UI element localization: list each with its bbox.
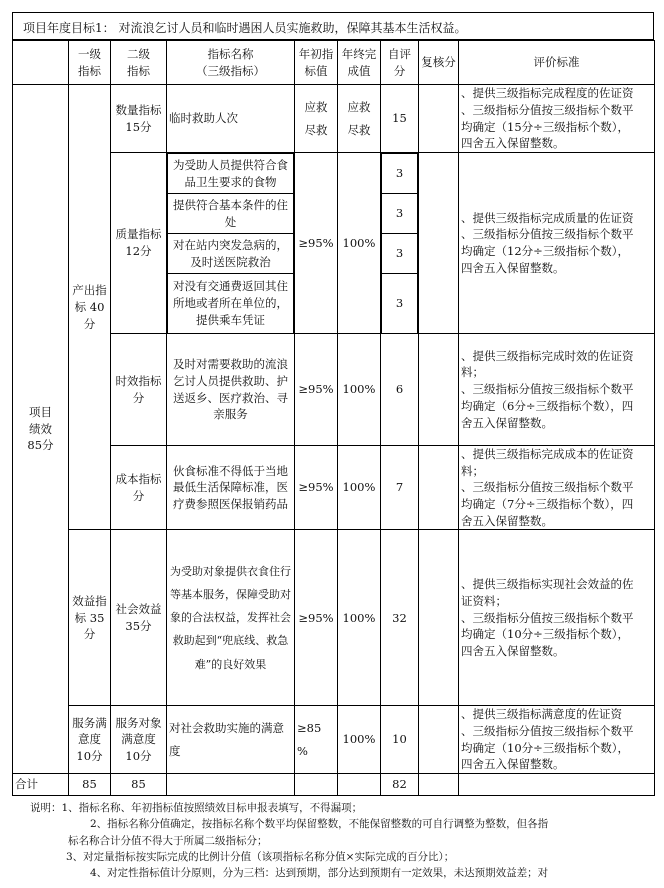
satisf-start: ≥85 % [295, 706, 338, 774]
total-lvl2: 85 [111, 774, 167, 796]
note-1: 说明：1、指标名称、年初指标值按照绩效目标申报表填写，不得漏项； [30, 802, 363, 814]
quality-name-3: 对在站内突发急病的，及时送医院救治 [168, 234, 294, 274]
project-performance-cell: 项目 绩效 85分 [13, 85, 69, 774]
satisf-criteria: 、提供三级指标满意度的佐证资 、三级指标分值按三级指标个数平 均确定（10分÷三级指标个数）， 四舍五入保留整数。 [459, 706, 655, 774]
cost-score: 7 [381, 446, 419, 530]
header-start: 年初指 标值 [295, 41, 338, 85]
qty-review [419, 85, 459, 153]
header-self: 自评分 [381, 41, 419, 85]
cost-lvl2: 成本指标 分 [111, 446, 167, 530]
social-start: ≥95% [295, 530, 338, 706]
note-4: 4、对定性指标值计分原则，分为三档：达到预期，部分达到预期有一定效果，未达预期效益差；对 [90, 867, 549, 880]
satisf-score: 10 [381, 706, 419, 774]
header-blank [13, 41, 69, 85]
time-end: 100% [338, 334, 381, 446]
note-3: 3、对定量指标按实际完成的比例计分值（该项指标名称分值×实际完成的百分比）； [66, 850, 455, 863]
total-blank-2 [295, 774, 338, 796]
row-total [13, 774, 655, 796]
quality-criteria: 、提供三级指标完成质量的佐证资 、三级指标分值按三级指标个数平 均确定（12分÷三级指标个数）， 四舍五入保留整数。 [459, 153, 655, 334]
social-end: 100% [338, 530, 381, 706]
qty-name: 临时救助人次 [167, 85, 295, 153]
cost-criteria: 、提供三级指标完成成本的佐证资 料； 、三级指标分值按三级指标个数平 均确定（7分÷三级指标个数），四 舍五入保留整数。 [459, 446, 655, 530]
header-name: 指标名称 （三级指标） [167, 41, 295, 85]
social-lvl2: 社会效益 35分 [111, 530, 167, 706]
satisf-end: 100% [338, 706, 381, 774]
header-row [13, 41, 655, 85]
quality-name-4: 对没有交通费返回其住所地或者所在单位的，提供乘车凭证 [168, 274, 294, 333]
social-score: 32 [381, 530, 419, 706]
notes [30, 800, 650, 881]
row-social-benefit [13, 530, 655, 706]
note-2: 2、指标名称分值确定，按指标名称个数平均保留整数，不能保留整数的可自行调整为整数，但各指 [90, 818, 549, 831]
header-review: 复核分 [419, 41, 459, 85]
header-end: 年终完 成值 [338, 41, 381, 85]
total-score: 82 [381, 774, 419, 796]
qty-lvl2: 数量指标 15分 [111, 85, 167, 153]
total-label: 合计 [13, 774, 69, 796]
social-review [419, 530, 459, 706]
quality-score-2: 3 [382, 194, 418, 234]
cost-review [419, 446, 459, 530]
satisf-review [419, 706, 459, 774]
quality-score-4: 3 [382, 274, 418, 333]
cost-start: ≥95% [295, 446, 338, 530]
total-blank-4 [419, 774, 459, 796]
qty-end: 应救 尽救 [338, 85, 381, 153]
quality-scores [381, 153, 419, 334]
header-criteria: 评价标准 [459, 41, 655, 85]
satisf-lvl2: 服务对象 满意度 10分 [111, 706, 167, 774]
time-start: ≥95% [295, 334, 338, 446]
total-blank-1 [167, 774, 295, 796]
header-lvl2: 二级 指标 [111, 41, 167, 85]
total-lvl1: 85 [69, 774, 111, 796]
social-criteria: 、提供三级指标实现社会效益的佐 证资料； 、三级指标分值按三级指标个数平 均确定（10分÷三级指标个数）， 四舍五入保留整数。 [459, 530, 655, 706]
time-criteria: 、提供三级指标完成时效的佐证资 料； 、三级指标分值按三级指标个数平 均确定（6分÷三级指标个数），四 舍五入保留整数。 [459, 334, 655, 446]
cost-name: 伙食标准不得低于当地最低生活保障标准，医疗费参照医保报销药品 [167, 446, 295, 530]
quality-start: ≥95% [295, 153, 338, 334]
cost-end: 100% [338, 446, 381, 530]
total-blank-5 [459, 774, 655, 796]
qty-score: 15 [381, 85, 419, 153]
quality-name-2: 提供符合基本条件的住处 [168, 194, 294, 234]
benefit-indicator-cell: 效益指 标 35分 [69, 530, 111, 706]
quality-review [419, 153, 459, 334]
satisf-name: 对社会救助实施的满意度 [167, 706, 295, 774]
qty-start: 应救 尽救 [295, 85, 338, 153]
quality-score-1: 3 [382, 154, 418, 194]
performance-table [12, 40, 655, 796]
time-name: 及时对需要救助的流浪乞讨人员提供救助、护送返乡、医疗救治、寻亲服务 [167, 334, 295, 446]
quality-score-3: 3 [382, 234, 418, 274]
row-quantity [13, 85, 655, 153]
quality-end: 100% [338, 153, 381, 334]
time-score: 6 [381, 334, 419, 446]
quality-lvl2: 质量指标 12分 [111, 153, 167, 334]
row-satisfaction [13, 706, 655, 774]
header-lvl1: 一级 指标 [69, 41, 111, 85]
time-lvl2: 时效指标 分 [111, 334, 167, 446]
time-review [419, 334, 459, 446]
quality-name-1: 为受助人员提供符合食品卫生要求的食物 [168, 154, 294, 194]
output-indicator-cell: 产出指 标 40分 [69, 85, 111, 530]
annual-goal: 项目年度目标1： 对流浪乞讨人员和临时遇困人员实施救助，保障其基本生活权益。 [12, 12, 654, 40]
qty-criteria: 、提供三级指标完成程度的佐证资 、三级指标分值按三级指标个数平 均确定（15分÷三级指标个数）， 四舍五入保留整数。 [459, 85, 655, 153]
total-blank-3 [338, 774, 381, 796]
social-name: 为受助对象提供衣食住行等基本服务，保障受助对象的合法权益，发挥社会救助起到“兜底线、救急难”的良好效果 [167, 530, 295, 706]
note-2-cont: 标名称合计分值不得大于所属二级指标分； [68, 834, 268, 847]
quality-names [167, 153, 295, 334]
service-indicator-cell: 服务满 意度 10分 [69, 706, 111, 774]
